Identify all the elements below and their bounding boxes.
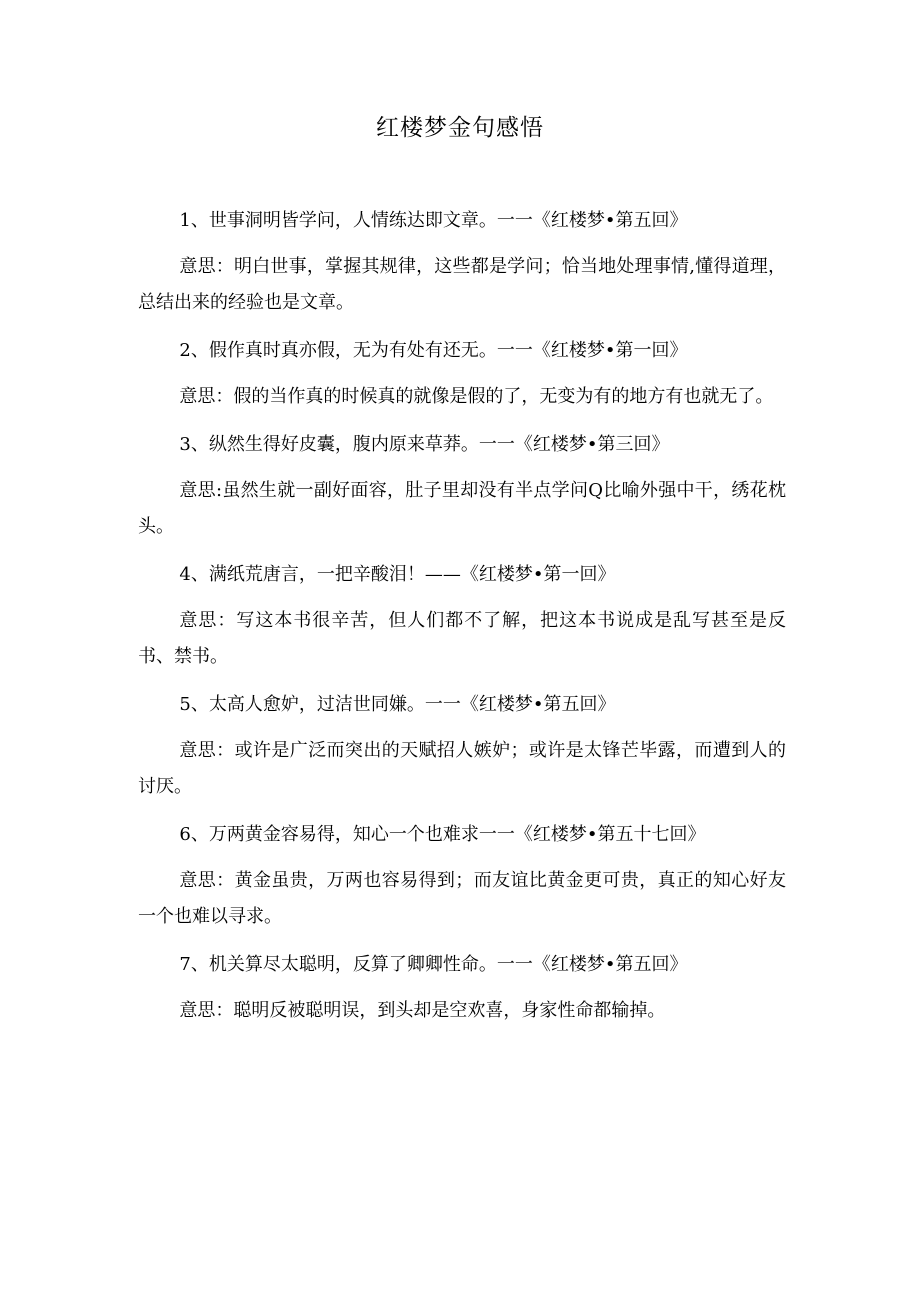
meaning-2: 意思：假的当作真的时候真的就像是假的了，无变为有的地方有也就无了。	[179, 386, 774, 407]
quote-1: 1、世事洞明皆学问，人情练达即文章。一一《红楼梦•第五回》	[179, 210, 688, 231]
quote-6: 6、万两黄金容易得，知心一个也难求一一《红楼梦•第五十七回》	[179, 824, 706, 845]
quote-5: 5、太高人愈妒，过洁世同嫌。一一《红楼梦•第五回》	[179, 694, 616, 715]
meaning-7: 意思：聪明反被聪明误，到头却是空欢喜，身家性命都输掉。	[179, 1000, 666, 1021]
meaning-5: 意思：或许是广泛而突出的天赋招人嫉妒；或许是太锋芒毕露，而遭到人的讨厌。	[138, 740, 786, 797]
quote-2: 2、假作真时真亦假，无为有处有还无。一一《红楼梦•第一回》	[179, 340, 688, 361]
document-body	[138, 203, 786, 1029]
meaning-3: 意思:虽然生就一副好面容，肚子里却没有半点学问Q比喻外强中干，绣花枕头。	[138, 480, 786, 537]
meaning-4: 意思：写这本书很辛苦，但人们都不了解，把这本书说成是乱写甚至是反书、禁书。	[138, 610, 786, 667]
quote-3: 3、纵然生得好皮囊，腹内原来草莽。一一《红楼梦•第三回》	[179, 434, 670, 455]
quote-4: 4、满纸荒唐言，一把辛酸泪！——《红楼梦•第一回》	[179, 564, 616, 585]
meaning-6: 意思：黄金虽贵，万两也容易得到；而友谊比黄金更可贵，真正的知心好友一个也难以寻求。	[138, 870, 786, 927]
page-title: 红楼梦金句感悟	[376, 115, 544, 141]
quote-7: 7、机关算尽太聪明，反算了卿卿性命。一一《红楼梦•第五回》	[179, 954, 688, 975]
meaning-1: 意思：明白世事，掌握其规律，这些都是学问；恰当地处理事情,懂得道理，总结出来的经验也是文章。	[138, 256, 786, 313]
